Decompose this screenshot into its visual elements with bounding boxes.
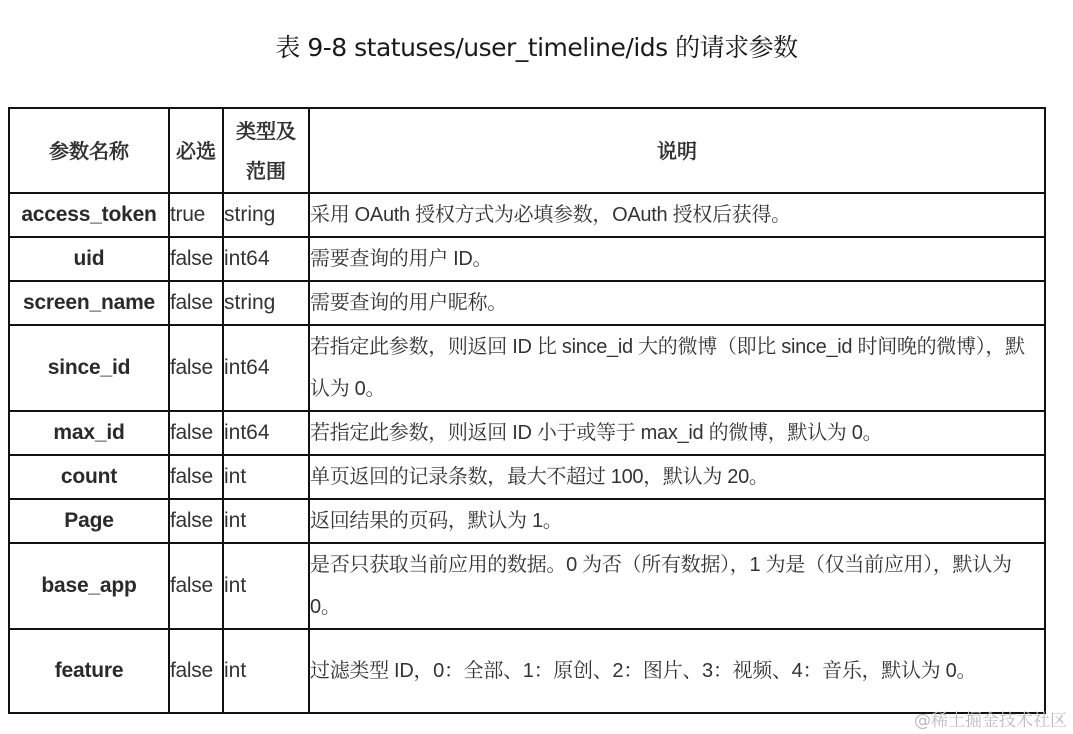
watermark: @稀土掘金技术社区 <box>914 711 1067 731</box>
param-description: 采用 OAuth 授权方式为必填参数，OAuth 授权后获得。 <box>309 193 1045 237</box>
table-row <box>9 281 1045 325</box>
param-type: int <box>223 499 309 543</box>
param-type: int64 <box>223 325 309 411</box>
param-name: feature <box>9 629 169 713</box>
param-required: false <box>169 543 223 629</box>
table-row <box>9 629 1045 713</box>
param-required: true <box>169 193 223 237</box>
param-name: since_id <box>9 325 169 411</box>
param-name: uid <box>9 237 169 281</box>
param-name: Page <box>9 499 169 543</box>
param-required: false <box>169 281 223 325</box>
param-required: false <box>169 455 223 499</box>
table-row <box>9 499 1045 543</box>
param-type: int64 <box>223 237 309 281</box>
param-required: false <box>169 325 223 411</box>
param-name: max_id <box>9 411 169 455</box>
param-description: 返回结果的页码，默认为 1。 <box>309 499 1045 543</box>
param-type: string <box>223 281 309 325</box>
table-header-row <box>9 108 1045 193</box>
header-required: 必选 <box>169 108 223 193</box>
param-type: int <box>223 455 309 499</box>
table-row <box>9 411 1045 455</box>
table-row <box>9 325 1045 411</box>
param-type: int <box>223 543 309 629</box>
request-params-table <box>8 107 1046 714</box>
param-description: 需要查询的用户昵称。 <box>309 281 1045 325</box>
param-required: false <box>169 629 223 713</box>
table-row <box>9 455 1045 499</box>
param-description: 过滤类型 ID，0：全部、1：原创、2：图片、3：视频、4：音乐，默认为 0。 <box>309 629 1045 713</box>
param-description: 单页返回的记录条数，最大不超过 100，默认为 20。 <box>309 455 1045 499</box>
param-description: 需要查询的用户 ID。 <box>309 237 1045 281</box>
param-type: int <box>223 629 309 713</box>
param-required: false <box>169 499 223 543</box>
header-param-name: 参数名称 <box>9 108 169 193</box>
param-name: count <box>9 455 169 499</box>
table-caption: 表 9-8 statuses/user_timeline/ids 的请求参数 <box>275 33 798 62</box>
table-row <box>9 193 1045 237</box>
table-row <box>9 543 1045 629</box>
param-type: int64 <box>223 411 309 455</box>
param-name: screen_name <box>9 281 169 325</box>
param-type: string <box>223 193 309 237</box>
param-description: 是否只获取当前应用的数据。0 为否（所有数据），1 为是（仅当前应用），默认为 0。 <box>309 543 1045 629</box>
param-name: access_token <box>9 193 169 237</box>
header-type: 类型及 范围 <box>223 108 309 193</box>
param-required: false <box>169 237 223 281</box>
header-description: 说明 <box>309 108 1045 193</box>
param-description: 若指定此参数，则返回 ID 比 since_id 大的微博（即比 since_id 时间晚的微博），默认为 0。 <box>309 325 1045 411</box>
table-row <box>9 237 1045 281</box>
param-name: base_app <box>9 543 169 629</box>
param-description: 若指定此参数，则返回 ID 小于或等于 max_id 的微博，默认为 0。 <box>309 411 1045 455</box>
param-required: false <box>169 411 223 455</box>
